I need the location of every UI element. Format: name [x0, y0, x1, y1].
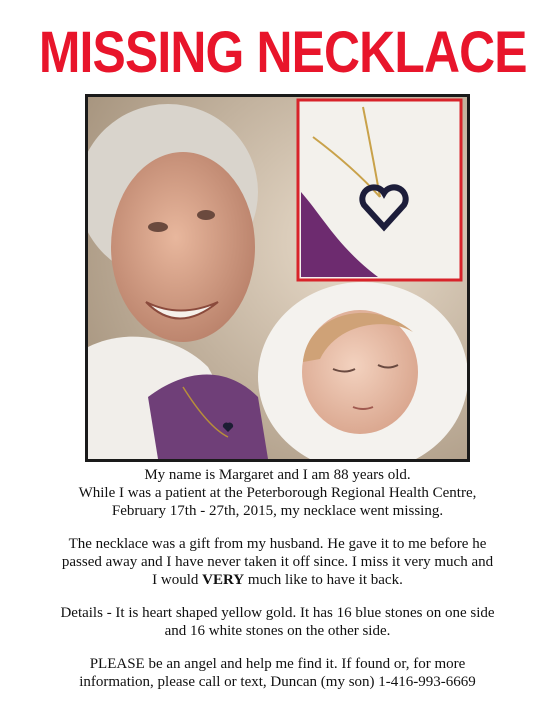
- poster-headline: MISSING NECKLACE: [38, 20, 527, 85]
- necklace-inset-photo: [298, 100, 461, 280]
- details-paragraph: [30, 604, 525, 640]
- poster-body-text: [30, 466, 525, 706]
- story-text: much like to have it back.: [244, 572, 403, 588]
- emphasis-very: VERY: [202, 572, 245, 588]
- intro-line: February 17th - 27th, 2015, my necklace went missing.: [111, 503, 444, 519]
- story-line: [30, 571, 525, 589]
- story-text: I would: [152, 572, 203, 588]
- intro-paragraph: [30, 466, 525, 520]
- story-line: The necklace was a gift from my husband. He gave it to me before he: [68, 536, 487, 552]
- contact-line: information, please call or text, Duncan (my son) 1-416-993-6669: [79, 674, 476, 690]
- details-line: and 16 white stones on the other side.: [164, 623, 391, 639]
- grandmother-and-baby-photo: [88, 97, 467, 459]
- intro-line: My name is Margaret and I am 88 years old.: [144, 467, 411, 483]
- appeal-paragraph: [30, 655, 525, 691]
- story-paragraph: [30, 535, 525, 589]
- details-line: Details - It is heart shaped yellow gold. It has 16 blue stones on one side: [60, 605, 495, 621]
- story-line: passed away and I have never taken it off since. I miss it very much and: [61, 554, 494, 570]
- appeal-line: PLEASE be an angel and help me find it. If found or, for more: [89, 656, 466, 672]
- main-photo: [85, 94, 470, 462]
- intro-line: While I was a patient at the Peterborough Regional Health Centre,: [78, 485, 477, 501]
